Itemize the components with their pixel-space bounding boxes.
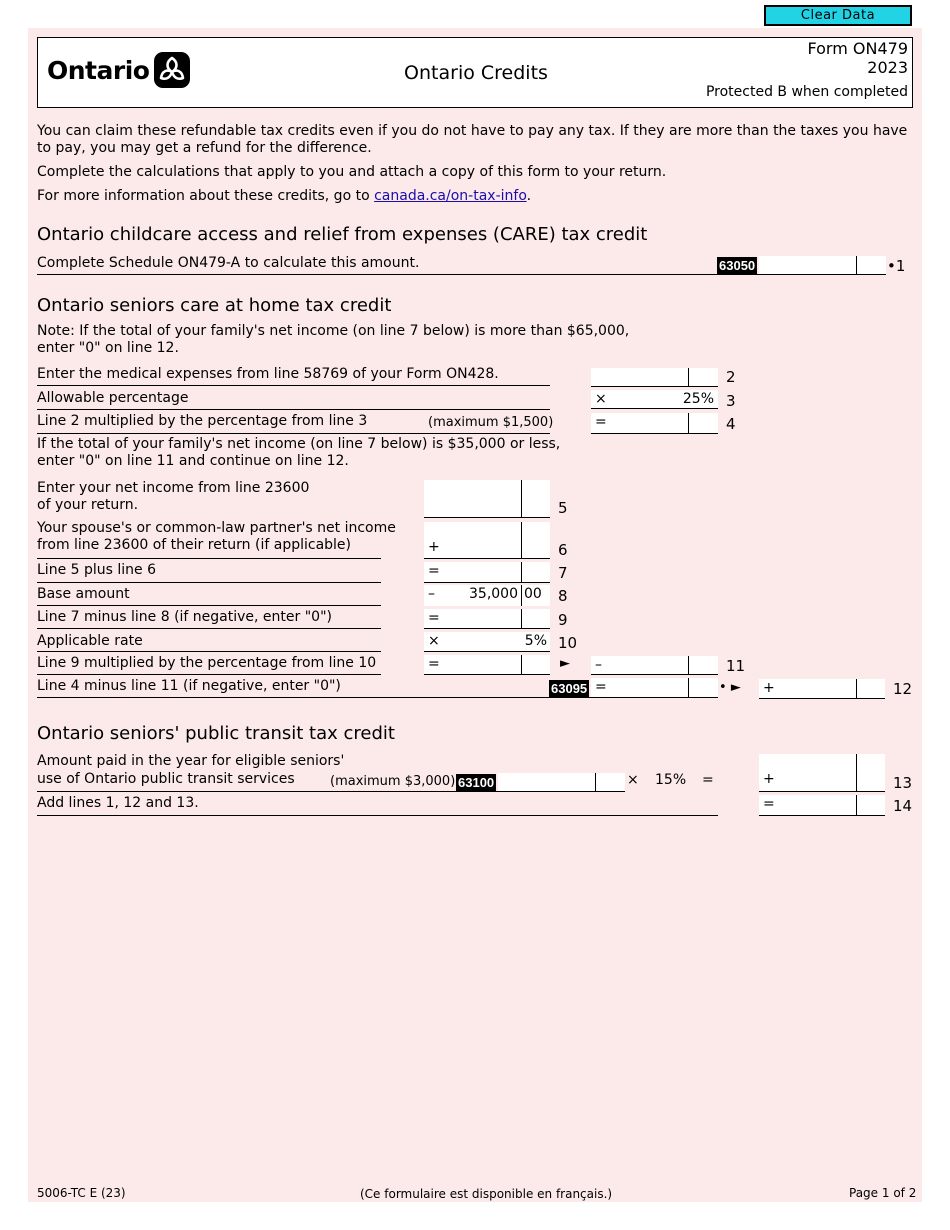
line2-amount-field[interactable] bbox=[591, 368, 718, 387]
seniors-care-instruction: If the total of your family's net income (on line 7 below) is $35,000 or less, bbox=[37, 436, 561, 452]
line10-number: 10 bbox=[558, 634, 578, 652]
clear-data-button[interactable]: Clear Data bbox=[764, 5, 912, 26]
line10-rate bbox=[424, 632, 550, 652]
arrow-icon: • ► bbox=[719, 680, 741, 695]
divider bbox=[37, 674, 381, 675]
line5-number: 5 bbox=[558, 499, 568, 517]
seniors-care-instruction: enter "0" on line 11 and continue on line 12. bbox=[37, 453, 349, 469]
line3-percentage bbox=[591, 390, 718, 409]
line11-label: Line 9 multiplied by the percentage from line 10 bbox=[37, 655, 377, 671]
line13-label: Amount paid in the year for eligible seniors' bbox=[37, 753, 345, 769]
plus-sign: + bbox=[763, 680, 775, 696]
line11-amount-field[interactable] bbox=[591, 656, 718, 675]
line4-label: Line 2 multiplied by the percentage from line 3 bbox=[37, 413, 368, 429]
intro-text: to pay, you may get a refund for the difference. bbox=[37, 140, 372, 156]
line5-label: Enter your net income from line 23600 bbox=[37, 480, 310, 496]
line11-number: 11 bbox=[726, 657, 746, 675]
equals-sign: = bbox=[702, 772, 714, 788]
intro-text bbox=[37, 188, 531, 205]
multiply-sign: × bbox=[428, 633, 440, 649]
line9-label: Line 7 minus line 8 (if negative, enter "0") bbox=[37, 609, 332, 625]
equals-sign: = bbox=[428, 610, 440, 626]
intro-text: Complete the calculations that apply to you and attach a copy of this form to your return. bbox=[37, 164, 667, 180]
line9-number: 9 bbox=[558, 611, 568, 629]
intro-text-suffix: . bbox=[526, 188, 532, 204]
multiply-sign: × bbox=[595, 391, 607, 407]
line7-number: 7 bbox=[558, 564, 568, 582]
line6-label: Your spouse's or common-law partner's net income bbox=[37, 520, 396, 536]
intro-text-prefix: For more information about these credits, go to bbox=[37, 188, 375, 204]
line12-calc-field[interactable] bbox=[591, 678, 718, 698]
seniors-care-note: Note: If the total of your family's net income (on line 7 below) is more than $65,000, bbox=[37, 323, 630, 339]
line12-number: 12 bbox=[893, 680, 913, 698]
care-heading: Ontario childcare access and relief from expenses (CARE) tax credit bbox=[37, 224, 648, 245]
line9-amount-field[interactable] bbox=[424, 609, 550, 629]
equals-sign: = bbox=[595, 679, 607, 695]
line8-cents: 00 bbox=[524, 586, 542, 602]
line-code-63100: 63100 bbox=[458, 775, 495, 790]
divider bbox=[37, 582, 381, 583]
divider bbox=[37, 628, 381, 629]
line1-amount-field[interactable] bbox=[759, 256, 886, 275]
line2-label: Enter the medical expenses from line 58769 of your Form ON428. bbox=[37, 366, 499, 382]
line10-value: 5% bbox=[524, 633, 547, 649]
form-number-label: Form ON479 bbox=[807, 39, 908, 58]
equals-sign: = bbox=[428, 656, 440, 672]
line14-label: Add lines 1, 12 and 13. bbox=[37, 795, 199, 811]
equals-sign: = bbox=[763, 796, 775, 812]
form-title: Ontario Credits bbox=[404, 62, 548, 84]
line6-amount-field[interactable] bbox=[424, 522, 550, 559]
minus-sign: – bbox=[428, 586, 435, 602]
divider bbox=[37, 605, 381, 606]
line5-amount-field[interactable] bbox=[424, 480, 550, 518]
line8-label: Base amount bbox=[37, 586, 130, 602]
divider bbox=[37, 433, 550, 434]
line6-label: from line 23600 of their return (if applicable) bbox=[37, 537, 351, 553]
line4-number: 4 bbox=[726, 415, 736, 433]
line12-amount-field[interactable] bbox=[759, 679, 885, 699]
minus-sign: – bbox=[595, 657, 602, 673]
line3-label: Allowable percentage bbox=[37, 390, 189, 406]
line13-number: 13 bbox=[893, 774, 913, 792]
line10-label: Applicable rate bbox=[37, 633, 143, 649]
line8-base-amount bbox=[424, 585, 550, 606]
intro-text: You can claim these refundable tax credits even if you do not have to pay any tax. If they are more than the taxes you have bbox=[37, 123, 908, 139]
protected-label: Protected B when completed bbox=[705, 84, 908, 100]
line-code-63050: 63050 bbox=[719, 258, 756, 273]
line14-number: 14 bbox=[893, 797, 913, 815]
line11-calc-field[interactable] bbox=[424, 655, 550, 675]
french-availability-note: (Ce formulaire est disponible en français.) bbox=[360, 1187, 613, 1201]
divider bbox=[37, 558, 381, 559]
page-number: Page 1 of 2 bbox=[849, 1186, 917, 1200]
plus-sign: + bbox=[763, 771, 775, 787]
form-year: 2023 bbox=[867, 58, 908, 77]
multiply-sign: × bbox=[627, 772, 639, 788]
equals-sign: = bbox=[595, 414, 607, 430]
line13-label: use of Ontario public transit services bbox=[37, 771, 295, 787]
divider bbox=[37, 815, 718, 816]
form-number bbox=[808, 39, 909, 77]
tax-info-link[interactable]: canada.ca/on-tax-info bbox=[374, 188, 527, 204]
line3-value: 25% bbox=[682, 391, 714, 407]
line1-number: •1 bbox=[887, 257, 906, 275]
line1-label: Complete Schedule ON479-A to calculate this amount. bbox=[37, 255, 420, 271]
line8-number: 8 bbox=[558, 587, 568, 605]
line13-maximum: (maximum $3,000) bbox=[330, 774, 456, 789]
line5-label: of your return. bbox=[37, 497, 139, 513]
equals-sign: = bbox=[428, 563, 440, 579]
line2-number: 2 bbox=[726, 368, 736, 386]
divider bbox=[37, 651, 381, 652]
transit-heading: Ontario seniors' public transit tax credit bbox=[37, 723, 395, 744]
line-code-63095: 63095 bbox=[551, 681, 588, 696]
line13-rate: 15% bbox=[655, 772, 687, 788]
ontario-logo-text: Ontario bbox=[47, 56, 150, 85]
form-code: 5006-TC E (23) bbox=[37, 1186, 126, 1200]
line4-amount-field[interactable] bbox=[591, 413, 718, 434]
arrow-icon: ► bbox=[560, 656, 570, 671]
line7-label: Line 5 plus line 6 bbox=[37, 562, 156, 578]
divider bbox=[37, 409, 550, 410]
divider bbox=[37, 385, 550, 386]
seniors-care-heading: Ontario seniors care at home tax credit bbox=[37, 295, 392, 316]
line8-dollars: 35,000 bbox=[469, 586, 518, 602]
seniors-care-note: enter "0" on line 12. bbox=[37, 340, 179, 356]
line3-number: 3 bbox=[726, 392, 736, 410]
line13-result-field[interactable] bbox=[759, 754, 885, 792]
line14-amount-field[interactable] bbox=[759, 795, 885, 816]
line13-amount-field[interactable] bbox=[498, 773, 625, 792]
line7-amount-field[interactable] bbox=[424, 562, 550, 583]
plus-sign: + bbox=[428, 539, 440, 555]
line12-label: Line 4 minus line 11 (if negative, enter "0") bbox=[37, 678, 341, 694]
line4-maximum: (maximum $1,500) bbox=[428, 415, 554, 430]
form-header bbox=[37, 37, 913, 108]
line6-number: 6 bbox=[558, 541, 568, 559]
